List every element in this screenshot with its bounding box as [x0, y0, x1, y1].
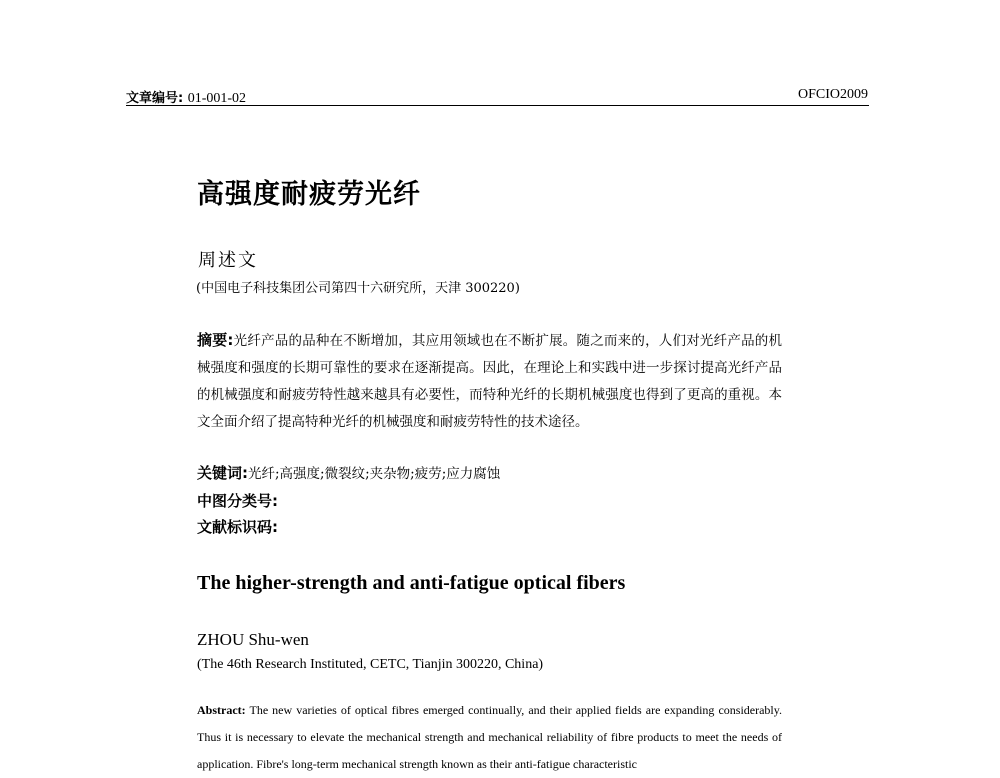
- affiliation-english: (The 46th Research Instituted, CETC, Tianjin 300220, China): [197, 657, 544, 672]
- header-rule: [126, 105, 869, 106]
- keywords-chinese: [197, 462, 500, 483]
- abstract-label-chinese: 摘要:: [197, 331, 234, 349]
- clc-label: 中图分类号:: [197, 492, 278, 510]
- conference-code: OFCIO2009: [797, 87, 868, 102]
- keywords-text-chinese: 光纤;高强度;微裂纹;夹杂物;疲劳;应力腐蚀: [248, 466, 501, 482]
- abstract-label-english: Abstract:: [197, 703, 246, 717]
- author-chinese: 周述文: [198, 250, 258, 271]
- article-number: [126, 87, 246, 107]
- abstract-english: [197, 697, 782, 778]
- document-code-label: 文献标识码:: [197, 518, 278, 536]
- abstract-text-chinese: 光纤产品的品种在不断增加，其应用领域也在不断扩展。随之而来的，人们对光纤产品的机械强度和强度的长期可靠性的要求在逐渐提高。因此，在理论上和实践中进一步探讨提高光纤产品的机械强度和耐疲劳特性越来越具有必要性，而特种光纤的长期机械强度也得到了更高的重视。本文全面介绍了提高特种光纤的机械强度和耐疲劳特性的技术途径。: [197, 333, 783, 430]
- clc-number: [197, 490, 278, 511]
- abstract-chinese: [197, 327, 782, 436]
- document-code: [197, 516, 278, 537]
- article-number-label: 文章编号:: [126, 91, 184, 106]
- title-english: The higher-strength and anti-fatigue optical fibers: [197, 572, 626, 594]
- author-english: ZHOU Shu-wen: [197, 630, 309, 649]
- affiliation-chinese: (中国电子科技集团公司第四十六研究所，天津 300220): [196, 281, 520, 296]
- article-number-value: 01-001-02: [187, 91, 247, 106]
- keywords-label-chinese: 关键词:: [197, 464, 248, 482]
- abstract-text-english: The new varieties of optical fibres emerged continually, and their applied fields are expanding considerably. Thus it is necessary to elevate the mechanical strength and mechanical reliability of fibre products to meet the needs of application. Fibre's long-term mechanical strength known as their anti-fatigue characteristic: [197, 703, 782, 771]
- title-chinese: 高强度耐疲劳光纤: [197, 179, 421, 210]
